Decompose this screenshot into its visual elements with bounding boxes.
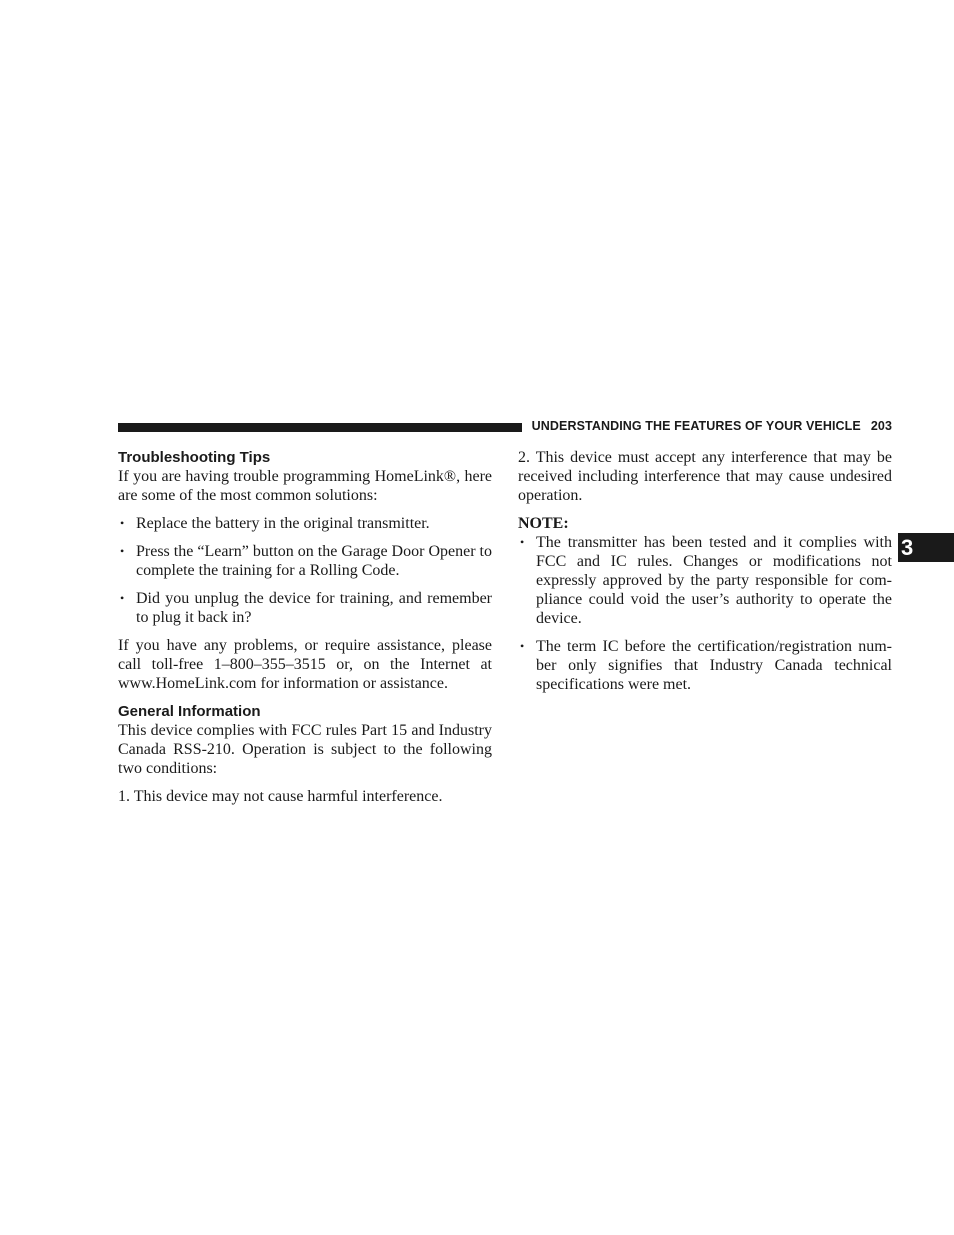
bullet-icon: • xyxy=(520,639,525,653)
bullet-icon: • xyxy=(120,516,125,530)
running-header xyxy=(530,419,892,433)
troubleshooting-intro: If you are having trouble programming HomeLink®, here are some of the most common solutions: xyxy=(118,468,492,504)
list-item xyxy=(518,533,892,628)
note-label: NOTE: xyxy=(518,515,569,532)
condition-one: 1. This device may not cause harmful interference. xyxy=(118,788,443,805)
header-title: UNDERSTANDING THE FEATURES OF YOUR VEHICLE xyxy=(531,419,861,433)
bullet-text: The transmitter has been tested and it complies with FCC and IC rules. Changes or modifications not expressly approved by the party responsible for com- pliance could void the user’s authority to operate the device. xyxy=(536,534,892,627)
bullet-icon: • xyxy=(520,535,525,549)
right-column xyxy=(518,448,892,694)
general-information-heading: General Information xyxy=(118,703,261,720)
bullet-text: Press the “Learn” button on the Garage Door Opener to complete the training for a Rolling Code. xyxy=(136,543,492,579)
assistance-paragraph: If you have any problems, or require assistance, please call toll-free 1–800–355–3515 or, on the Internet at www.HomeLink.com for information or assistance. xyxy=(118,637,492,692)
bullet-icon: • xyxy=(120,591,125,605)
list-item xyxy=(118,589,492,627)
header-rule xyxy=(118,423,522,432)
list-item xyxy=(118,514,492,533)
bullet-text: Replace the battery in the original transmitter. xyxy=(136,515,430,532)
left-column xyxy=(118,448,492,806)
bullet-text: The term IC before the certification/registration num- ber only signifies that Industry Canada technical specifications were met. xyxy=(536,638,892,693)
troubleshooting-heading: Troubleshooting Tips xyxy=(118,449,271,466)
general-information-text: This device complies with FCC rules Part 15 and Industry Canada RSS-210. Operation is subject to the following two conditions: xyxy=(118,722,492,777)
bullet-icon: • xyxy=(120,544,125,558)
chapter-tab: 3 xyxy=(898,533,954,562)
condition-two: 2. This device must accept any interference that may be received including interference that may cause undesired operation. xyxy=(518,449,892,504)
list-item xyxy=(118,542,492,580)
page-number: 203 xyxy=(870,419,892,433)
list-item xyxy=(518,637,892,694)
bullet-text: Did you unplug the device for training, and remember to plug it back in? xyxy=(136,590,492,626)
